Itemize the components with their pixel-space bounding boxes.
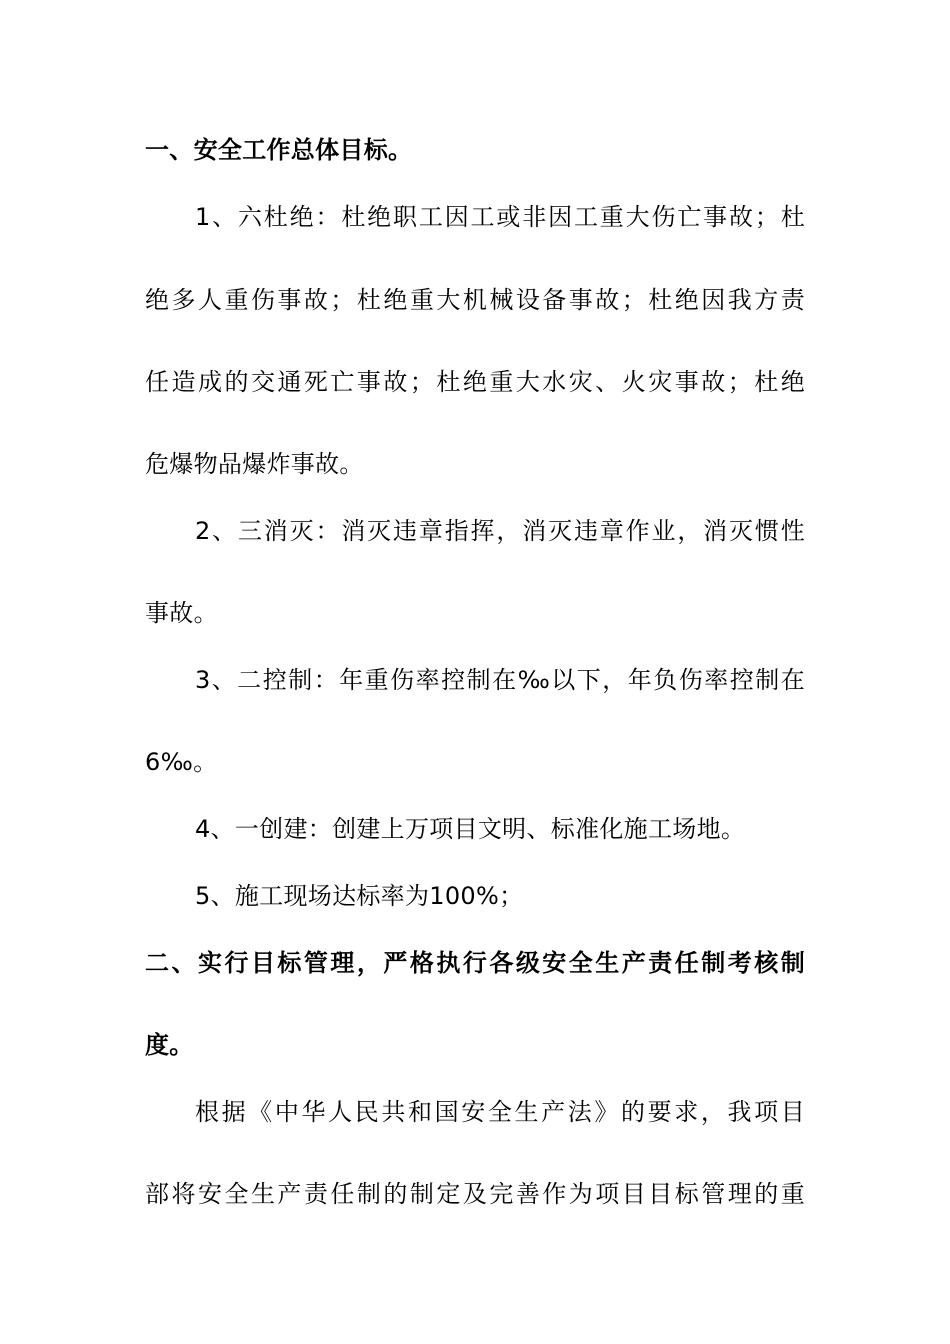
section-heading-1: 一、安全工作总体目标。	[145, 136, 413, 164]
paragraph-line: 任造成的交通死亡事故；杜绝重大水灾、火灾事故；杜绝	[145, 368, 805, 396]
paragraph-line: 部将安全生产责任制的制定及完善作为项目目标管理的重	[145, 1180, 805, 1208]
paragraph-line: 4、一创建：创建上万项目文明、标准化施工场地。	[195, 815, 746, 843]
section-heading-2: 二、实行目标管理，严格执行各级安全生产责任制考核制	[145, 949, 805, 977]
paragraph-line: 事故。	[145, 599, 218, 627]
paragraph-line: 根据《中华人民共和国安全生产法》的要求，我项目	[195, 1098, 805, 1126]
paragraph-line: 危爆物品爆炸事故。	[145, 450, 364, 478]
paragraph-line: 2、三消灭：消灭违章指挥，消灭违章作业，消灭惯性	[195, 517, 805, 545]
paragraph-line: 3、二控制：年重伤率控制在‰以下，年负伤率控制在	[195, 666, 805, 694]
section-heading-2-cont: 度。	[145, 1031, 194, 1059]
paragraph-line: 6‰。	[145, 748, 218, 776]
paragraph-line: 1、六杜绝：杜绝职工因工或非因工重大伤亡事故；杜	[195, 203, 805, 231]
paragraph-line: 绝多人重伤事故；杜绝重大机械设备事故；杜绝因我方责	[145, 286, 805, 314]
paragraph-line: 5、施工现场达标率为100%；	[195, 882, 524, 910]
